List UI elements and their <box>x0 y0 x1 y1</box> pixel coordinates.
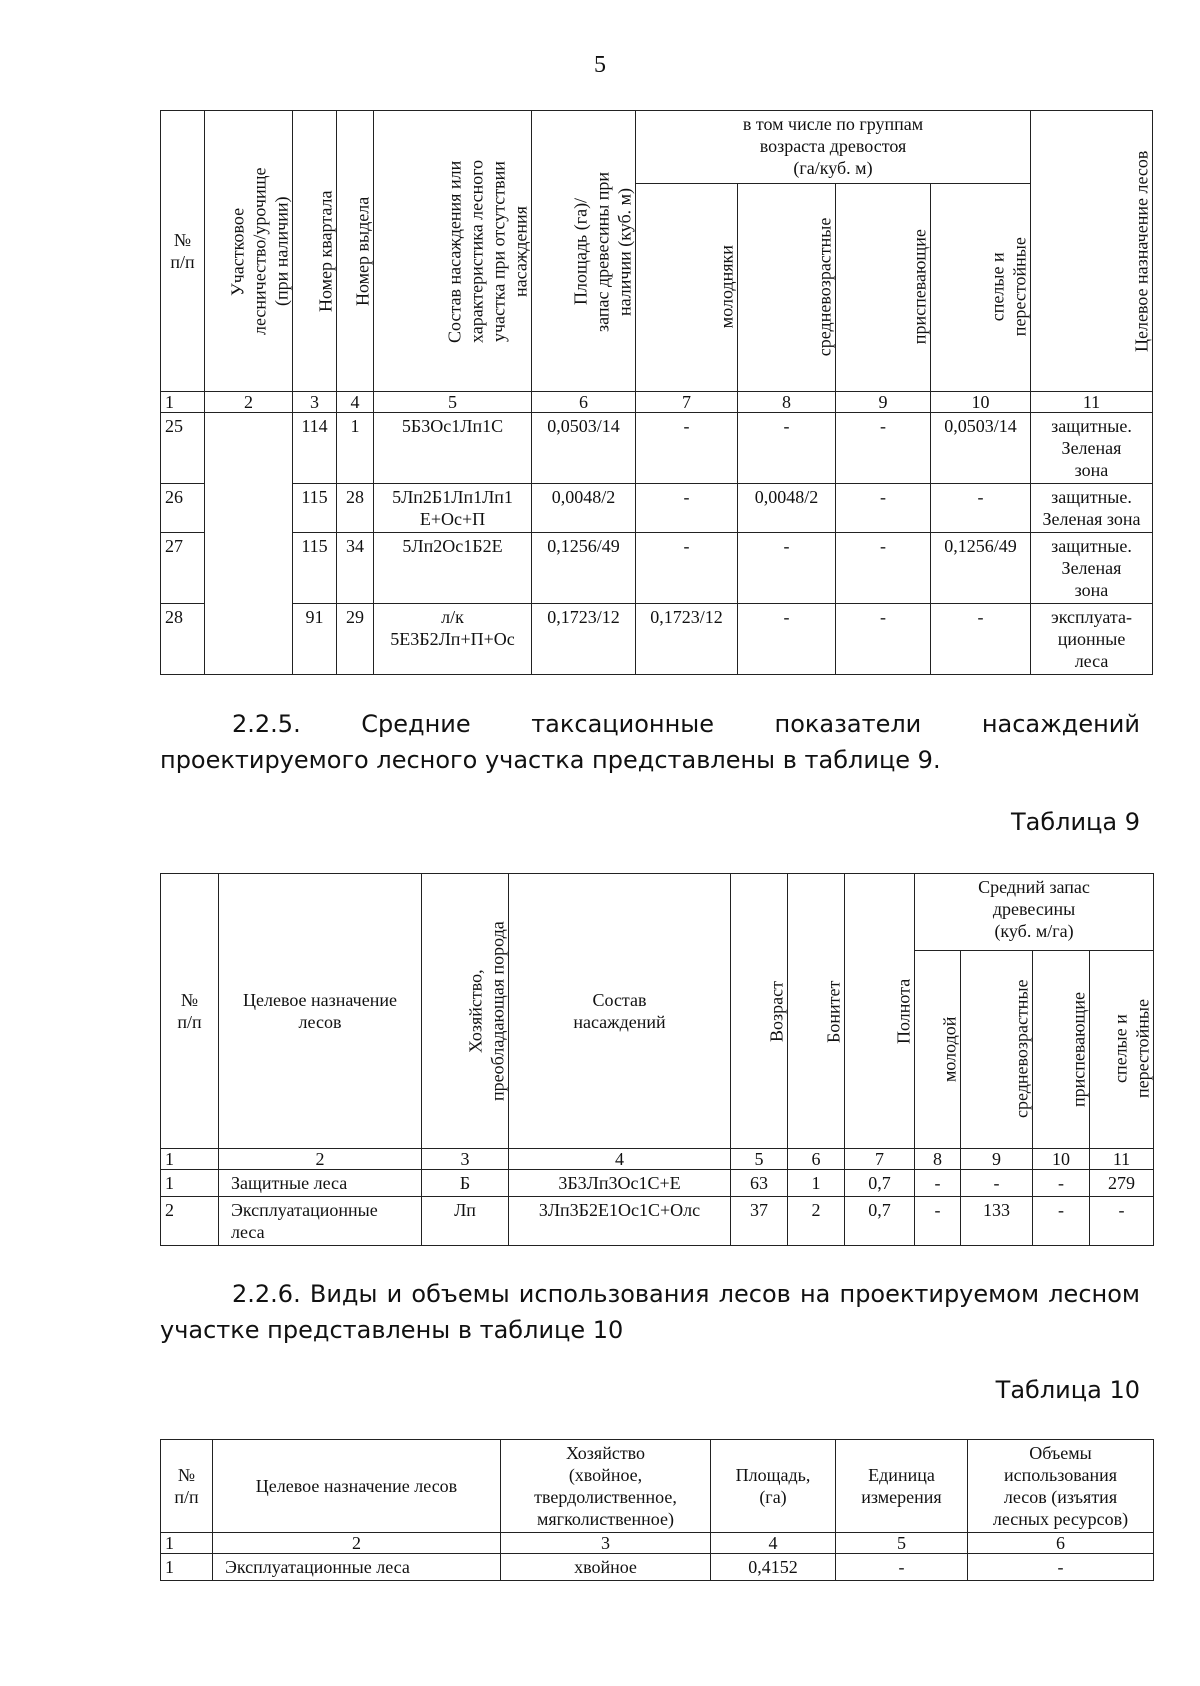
header-row <box>161 1440 1154 1533</box>
composition-cell: л/к 5Е3Б2Лп+П+Ос <box>374 604 532 675</box>
index-cell: 5 <box>731 1149 788 1170</box>
fullness-cell: 0,7 <box>845 1170 915 1197</box>
index-cell: 2 <box>213 1533 501 1554</box>
middle-cell: 0,0048/2 <box>738 484 836 533</box>
composition-cell: 5Лп2Ос1Б2Е <box>374 533 532 604</box>
bonitet-cell: 1 <box>788 1170 845 1197</box>
col-mature-header: спелые и перестойные <box>931 183 1031 391</box>
index-row <box>161 1533 1154 1554</box>
index-cell: 11 <box>1090 1149 1154 1170</box>
purpose-cell: Эксплуатационные леса <box>213 1554 501 1581</box>
table-row <box>161 1197 1154 1246</box>
middle-cell: - <box>738 413 836 484</box>
area-cell: 0,0048/2 <box>532 484 636 533</box>
ripening-cell: - <box>1033 1197 1090 1246</box>
index-cell: 9 <box>961 1149 1033 1170</box>
col-num-header: № п/п <box>161 1440 213 1533</box>
index-cell: 4 <box>337 392 374 413</box>
table-10-caption: Таблица 10 <box>995 1376 1140 1404</box>
col-composition-header: Состав насаждения или характеристика лесного участка при отсутствии насаждения <box>374 111 532 392</box>
farm-cell: Б <box>422 1170 509 1197</box>
col-ripening-header: приспевающие <box>836 183 931 391</box>
page-number: 5 <box>594 52 606 78</box>
district-cell <box>205 413 293 675</box>
index-cell: 1 <box>161 392 205 413</box>
age-cell: 63 <box>731 1170 788 1197</box>
purpose-cell: Эксплуатационные леса <box>219 1197 422 1246</box>
middle-cell: - <box>738 604 836 675</box>
vydel-cell: 29 <box>337 604 374 675</box>
col-middle-header: средневозрастные <box>961 950 1033 1148</box>
index-cell: 3 <box>501 1533 711 1554</box>
ripening-cell: - <box>836 604 931 675</box>
purpose-cell: Защитные леса <box>219 1170 422 1197</box>
mature-cell: - <box>931 604 1031 675</box>
table-9-caption: Таблица 9 <box>1010 808 1140 836</box>
col-young-header: молодой <box>915 950 961 1148</box>
index-cell: 4 <box>711 1533 836 1554</box>
middle-cell: - <box>961 1170 1033 1197</box>
index-cell: 1 <box>161 1533 213 1554</box>
table-row <box>161 1170 1154 1197</box>
vydel-cell: 28 <box>337 484 374 533</box>
row-num: 2 <box>161 1197 219 1246</box>
col-area-header: Площадь (га)/ запас древесины при наличии (куб. м) <box>532 111 636 392</box>
col-purpose-header: Целевое назначение лесов <box>1031 111 1153 392</box>
index-cell: 7 <box>845 1149 915 1170</box>
farm-cell: Лп <box>422 1197 509 1246</box>
young-cell: 0,1723/12 <box>636 604 738 675</box>
col-bonitet-header: Бонитет <box>788 874 845 1149</box>
farm-cell: хвойное <box>501 1554 711 1581</box>
purpose-cell: защитные. Зеленая зона <box>1031 413 1153 484</box>
row-num: 27 <box>161 533 205 604</box>
area-cell: 0,1723/12 <box>532 604 636 675</box>
index-cell: 5 <box>374 392 532 413</box>
young-cell: - <box>636 533 738 604</box>
col-volume-header: Объемы использования лесов (изъятия лесных ресурсов) <box>968 1440 1154 1533</box>
purpose-cell: защитные. Зеленая зона <box>1031 484 1153 533</box>
age-groups-header: в том числе по группам возраста древостоя (га/куб. м) <box>636 111 1031 184</box>
young-cell: - <box>915 1197 961 1246</box>
composition-cell: 3Б3Лп3Ос1С+Е <box>509 1170 731 1197</box>
col-quarter-header: Номер квартала <box>293 111 337 392</box>
index-cell: 10 <box>1033 1149 1090 1170</box>
purpose-cell: эксплуата- ционные леса <box>1031 604 1153 675</box>
mature-cell: - <box>1090 1197 1154 1246</box>
col-purpose-header: Целевое назначение лесов <box>219 874 422 1149</box>
area-cell: 0,1256/49 <box>532 533 636 604</box>
mature-cell: 0,1256/49 <box>931 533 1031 604</box>
volume-cell: - <box>968 1554 1154 1581</box>
ripening-cell: - <box>1033 1170 1090 1197</box>
col-unit-header: Единица измерения <box>836 1440 968 1533</box>
col-farm-header: Хозяйство, преобладающая порода <box>422 874 509 1149</box>
paragraph-2-2-5: 2.2.5. Средние таксационные показатели насаждений проектируемого лесного участка представлены в таблице 9. <box>160 710 1140 774</box>
ripening-cell: - <box>836 484 931 533</box>
ripening-cell: - <box>836 533 931 604</box>
young-cell: - <box>915 1170 961 1197</box>
row-num: 26 <box>161 484 205 533</box>
area-cell: 0,4152 <box>711 1554 836 1581</box>
col-mature-header: спелые и перестойные <box>1090 950 1154 1148</box>
quarter-cell: 115 <box>293 533 337 604</box>
row-num: 28 <box>161 604 205 675</box>
composition-cell: 3Лп3Б2Е1Ос1С+Олс <box>509 1197 731 1246</box>
young-cell: - <box>636 413 738 484</box>
col-num-header: № п/п <box>161 874 219 1149</box>
row-num: 25 <box>161 413 205 484</box>
quarter-cell: 115 <box>293 484 337 533</box>
table-row <box>161 533 1153 604</box>
table-9 <box>160 873 1154 1246</box>
col-composition-header: Состав насаждений <box>509 874 731 1149</box>
middle-cell: - <box>738 533 836 604</box>
col-fullness-header: Полнота <box>845 874 915 1149</box>
col-district-header: Участковое лесничество/урочище (при наличии) <box>205 111 293 392</box>
col-farm-header: Хозяйство (хвойное, твердолиственное, мягколиственное) <box>501 1440 711 1533</box>
index-cell: 4 <box>509 1149 731 1170</box>
table-row <box>161 604 1153 675</box>
index-cell: 2 <box>205 392 293 413</box>
index-cell: 3 <box>293 392 337 413</box>
index-cell: 10 <box>931 392 1031 413</box>
middle-cell: 133 <box>961 1197 1033 1246</box>
col-ripening-header: приспевающие <box>1033 950 1090 1148</box>
header-row <box>161 111 1153 184</box>
mature-cell: - <box>931 484 1031 533</box>
index-row <box>161 1149 1154 1170</box>
col-middle-header: средневозрастные <box>738 183 836 391</box>
paragraph-2-2-6: 2.2.6. Виды и объемы использования лесов на проектируемом лесном участке представлены в таблице 10 <box>160 1280 1140 1344</box>
index-cell: 5 <box>836 1533 968 1554</box>
header-row <box>161 874 1154 951</box>
fullness-cell: 0,7 <box>845 1197 915 1246</box>
col-young-header: молодняки <box>636 183 738 391</box>
composition-cell: 5Лп2Б1Лп1Лп1 Е+Ос+П <box>374 484 532 533</box>
index-cell: 9 <box>836 392 931 413</box>
composition-cell: 5Б3Ос1Лп1С <box>374 413 532 484</box>
forest-plots-table <box>160 110 1153 675</box>
mature-cell: 0,0503/14 <box>931 413 1031 484</box>
col-purpose-header: Целевое назначение лесов <box>213 1440 501 1533</box>
index-cell: 1 <box>161 1149 219 1170</box>
index-cell: 7 <box>636 392 738 413</box>
vydel-cell: 1 <box>337 413 374 484</box>
index-cell: 6 <box>968 1533 1154 1554</box>
col-vydel-header: Номер выдела <box>337 111 374 392</box>
index-cell: 8 <box>738 392 836 413</box>
area-cell: 0,0503/14 <box>532 413 636 484</box>
index-cell: 11 <box>1031 392 1153 413</box>
col-area-header: Площадь, (га) <box>711 1440 836 1533</box>
table-10 <box>160 1439 1154 1581</box>
unit-cell: - <box>836 1554 968 1581</box>
table-row <box>161 413 1153 484</box>
col-num-header: № п/п <box>161 111 205 392</box>
bonitet-cell: 2 <box>788 1197 845 1246</box>
row-num: 1 <box>161 1554 213 1581</box>
table-row <box>161 1554 1154 1581</box>
vydel-cell: 34 <box>337 533 374 604</box>
table-row <box>161 484 1153 533</box>
index-cell: 3 <box>422 1149 509 1170</box>
index-cell: 8 <box>915 1149 961 1170</box>
ripening-cell: - <box>836 413 931 484</box>
purpose-cell: защитные. Зеленая зона <box>1031 533 1153 604</box>
quarter-cell: 114 <box>293 413 337 484</box>
row-num: 1 <box>161 1170 219 1197</box>
age-cell: 37 <box>731 1197 788 1246</box>
mature-cell: 279 <box>1090 1170 1154 1197</box>
index-cell: 2 <box>219 1149 422 1170</box>
index-cell: 6 <box>788 1149 845 1170</box>
young-cell: - <box>636 484 738 533</box>
index-cell: 6 <box>532 392 636 413</box>
col-age-header: Возраст <box>731 874 788 1149</box>
index-row <box>161 392 1153 413</box>
stock-header: Средний запас древесины (куб. м/га) <box>915 874 1154 951</box>
quarter-cell: 91 <box>293 604 337 675</box>
